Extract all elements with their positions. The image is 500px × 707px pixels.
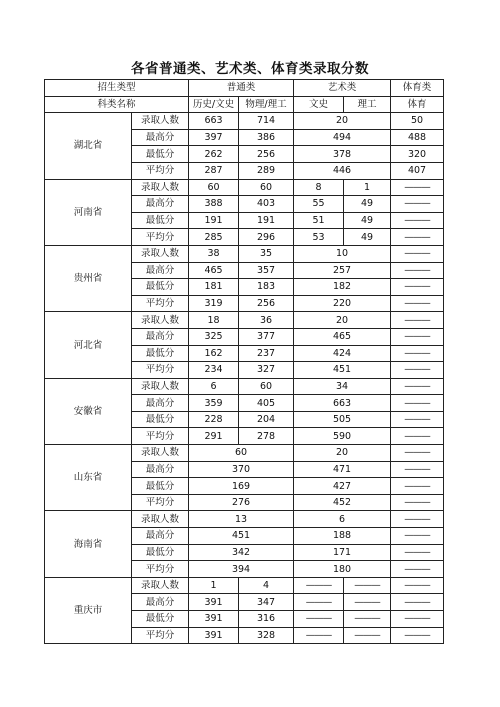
header-row-subject <box>45 96 444 113</box>
general-value: 394 <box>189 561 294 578</box>
general-history-value: 388 <box>189 196 239 213</box>
art-value: 20 <box>294 312 391 329</box>
general-value: 276 <box>189 494 294 511</box>
header-general: 普通类 <box>189 80 294 97</box>
art-liberal-value: 51 <box>294 212 344 229</box>
general-physics-value: 405 <box>239 395 294 412</box>
art-science-value: 49 <box>344 196 391 213</box>
art-science-value: ——— <box>344 627 391 644</box>
general-value: 60 <box>189 445 294 462</box>
general-physics-value: 278 <box>239 428 294 445</box>
pe-value: ——— <box>391 494 444 511</box>
pe-value: ——— <box>391 445 444 462</box>
pe-value: ——— <box>391 395 444 412</box>
general-history-value: 391 <box>189 627 239 644</box>
general-value: 13 <box>189 511 294 528</box>
stat-label: 最高分 <box>132 594 189 611</box>
art-value: 451 <box>294 362 391 379</box>
pe-value: ——— <box>391 378 444 395</box>
general-physics-value: 183 <box>239 279 294 296</box>
province-name: 河南省 <box>45 179 132 245</box>
general-physics-value: 403 <box>239 196 294 213</box>
general-history-value: 228 <box>189 411 239 428</box>
general-value: 370 <box>189 461 294 478</box>
pe-value: ——— <box>391 411 444 428</box>
pe-value: ——— <box>391 212 444 229</box>
art-liberal-value: 53 <box>294 229 344 246</box>
art-liberal-value: ——— <box>294 577 344 594</box>
stat-label: 录取人数 <box>132 577 189 594</box>
general-physics-value: 60 <box>239 179 294 196</box>
stat-label: 平均分 <box>132 295 189 312</box>
province-name: 重庆市 <box>45 577 132 643</box>
stat-label: 录取人数 <box>132 445 189 462</box>
art-value: 505 <box>294 411 391 428</box>
pe-value: ——— <box>391 196 444 213</box>
art-value: 471 <box>294 461 391 478</box>
art-value: 10 <box>294 245 391 262</box>
stat-label: 录取人数 <box>132 378 189 395</box>
art-liberal-value: 55 <box>294 196 344 213</box>
table-row <box>45 445 444 462</box>
art-value: 378 <box>294 146 391 163</box>
art-liberal-value: 8 <box>294 179 344 196</box>
art-value: 6 <box>294 511 391 528</box>
province-name: 湖北省 <box>45 113 132 179</box>
stat-label: 平均分 <box>132 229 189 246</box>
stat-label: 录取人数 <box>132 113 189 130</box>
general-physics-value: 714 <box>239 113 294 130</box>
table-row <box>45 511 444 528</box>
general-history-value: 262 <box>189 146 239 163</box>
header-art-science: 理工 <box>344 96 391 113</box>
art-science-value: ——— <box>344 611 391 628</box>
art-value: 34 <box>294 378 391 395</box>
header-history: 历史/文史 <box>189 96 239 113</box>
pe-value: ——— <box>391 345 444 362</box>
general-physics-value: 377 <box>239 328 294 345</box>
pe-value: ——— <box>391 461 444 478</box>
pe-value: 407 <box>391 162 444 179</box>
province-name: 贵州省 <box>45 245 132 311</box>
stat-label: 平均分 <box>132 494 189 511</box>
admission-score-table <box>44 79 444 644</box>
header-pe: 体育类 <box>391 80 444 97</box>
general-history-value: 1 <box>189 577 239 594</box>
art-value: 20 <box>294 113 391 130</box>
stat-label: 最高分 <box>132 129 189 146</box>
province-name: 河北省 <box>45 312 132 378</box>
art-value: 427 <box>294 478 391 495</box>
stat-label: 录取人数 <box>132 511 189 528</box>
art-value: 188 <box>294 528 391 545</box>
pe-value: ——— <box>391 328 444 345</box>
stat-label: 平均分 <box>132 162 189 179</box>
header-row-type <box>45 80 444 97</box>
province-name: 安徽省 <box>45 378 132 444</box>
general-physics-value: 256 <box>239 295 294 312</box>
general-physics-value: 289 <box>239 162 294 179</box>
general-physics-value: 60 <box>239 378 294 395</box>
art-liberal-value: ——— <box>294 594 344 611</box>
pe-value: ——— <box>391 627 444 644</box>
general-physics-value: 35 <box>239 245 294 262</box>
header-physics: 物理/理工 <box>239 96 294 113</box>
general-value: 342 <box>189 544 294 561</box>
general-history-value: 6 <box>189 378 239 395</box>
pe-value: ——— <box>391 478 444 495</box>
art-liberal-value: ——— <box>294 627 344 644</box>
table-row <box>45 312 444 329</box>
general-physics-value: 4 <box>239 577 294 594</box>
pe-value: ——— <box>391 279 444 296</box>
general-history-value: 287 <box>189 162 239 179</box>
stat-label: 最低分 <box>132 478 189 495</box>
art-value: 180 <box>294 561 391 578</box>
pe-value: ——— <box>391 577 444 594</box>
pe-value: ——— <box>391 295 444 312</box>
stat-label: 平均分 <box>132 627 189 644</box>
pe-value: ——— <box>391 528 444 545</box>
general-history-value: 60 <box>189 179 239 196</box>
page-title: 各省普通类、艺术类、体育类录取分数 <box>131 61 369 77</box>
general-history-value: 397 <box>189 129 239 146</box>
general-physics-value: 347 <box>239 594 294 611</box>
general-value: 451 <box>189 528 294 545</box>
stat-label: 最高分 <box>132 395 189 412</box>
stat-label: 录取人数 <box>132 312 189 329</box>
art-value: 220 <box>294 295 391 312</box>
header-admission-type: 招生类型 <box>45 80 189 97</box>
stat-label: 最低分 <box>132 411 189 428</box>
pe-value: ——— <box>391 362 444 379</box>
art-liberal-value: ——— <box>294 611 344 628</box>
general-history-value: 391 <box>189 594 239 611</box>
pe-value: ——— <box>391 428 444 445</box>
general-history-value: 162 <box>189 345 239 362</box>
general-history-value: 391 <box>189 611 239 628</box>
general-physics-value: 328 <box>239 627 294 644</box>
general-physics-value: 191 <box>239 212 294 229</box>
stat-label: 最低分 <box>132 279 189 296</box>
art-value: 424 <box>294 345 391 362</box>
general-history-value: 234 <box>189 362 239 379</box>
art-science-value: 49 <box>344 229 391 246</box>
general-physics-value: 386 <box>239 129 294 146</box>
general-history-value: 465 <box>189 262 239 279</box>
art-value: 20 <box>294 445 391 462</box>
art-value: 171 <box>294 544 391 561</box>
general-history-value: 18 <box>189 312 239 329</box>
general-history-value: 285 <box>189 229 239 246</box>
table-row <box>45 245 444 262</box>
general-physics-value: 327 <box>239 362 294 379</box>
pe-value: ——— <box>391 229 444 246</box>
table-row <box>45 113 444 130</box>
stat-label: 最高分 <box>132 461 189 478</box>
table-row <box>45 577 444 594</box>
table-row <box>45 378 444 395</box>
art-value: 465 <box>294 328 391 345</box>
pe-value: ——— <box>391 511 444 528</box>
pe-value: ——— <box>391 544 444 561</box>
header-art: 艺术类 <box>294 80 391 97</box>
art-value: 452 <box>294 494 391 511</box>
general-history-value: 291 <box>189 428 239 445</box>
art-value: 182 <box>294 279 391 296</box>
art-value: 257 <box>294 262 391 279</box>
art-value: 663 <box>294 395 391 412</box>
general-physics-value: 237 <box>239 345 294 362</box>
header-pe-sub: 体育 <box>391 96 444 113</box>
art-value: 590 <box>294 428 391 445</box>
stat-label: 最高分 <box>132 262 189 279</box>
stat-label: 平均分 <box>132 428 189 445</box>
general-history-value: 191 <box>189 212 239 229</box>
pe-value: 488 <box>391 129 444 146</box>
general-physics-value: 316 <box>239 611 294 628</box>
art-science-value: 1 <box>344 179 391 196</box>
art-value: 494 <box>294 129 391 146</box>
general-history-value: 319 <box>189 295 239 312</box>
general-history-value: 38 <box>189 245 239 262</box>
table-row <box>45 179 444 196</box>
general-physics-value: 357 <box>239 262 294 279</box>
stat-label: 最低分 <box>132 212 189 229</box>
pe-value: ——— <box>391 594 444 611</box>
province-name: 山东省 <box>45 445 132 511</box>
general-history-value: 359 <box>189 395 239 412</box>
stat-label: 最低分 <box>132 146 189 163</box>
art-value: 446 <box>294 162 391 179</box>
general-value: 169 <box>189 478 294 495</box>
pe-value: 50 <box>391 113 444 130</box>
stat-label: 录取人数 <box>132 179 189 196</box>
stat-label: 最低分 <box>132 611 189 628</box>
stat-label: 平均分 <box>132 362 189 379</box>
general-physics-value: 36 <box>239 312 294 329</box>
art-science-value: ——— <box>344 594 391 611</box>
header-subject-name: 科类名称 <box>45 96 189 113</box>
header-art-liberal: 文史 <box>294 96 344 113</box>
stat-label: 最高分 <box>132 196 189 213</box>
stat-label: 最高分 <box>132 528 189 545</box>
pe-value: ——— <box>391 611 444 628</box>
stat-label: 最低分 <box>132 544 189 561</box>
general-history-value: 181 <box>189 279 239 296</box>
stat-label: 最高分 <box>132 328 189 345</box>
pe-value: ——— <box>391 312 444 329</box>
pe-value: ——— <box>391 179 444 196</box>
general-physics-value: 256 <box>239 146 294 163</box>
pe-value: ——— <box>391 262 444 279</box>
pe-value: ——— <box>391 245 444 262</box>
art-science-value: ——— <box>344 577 391 594</box>
stat-label: 平均分 <box>132 561 189 578</box>
pe-value: 320 <box>391 146 444 163</box>
province-name: 海南省 <box>45 511 132 577</box>
pe-value: ——— <box>391 561 444 578</box>
stat-label: 最低分 <box>132 345 189 362</box>
general-history-value: 325 <box>189 328 239 345</box>
general-physics-value: 204 <box>239 411 294 428</box>
general-history-value: 663 <box>189 113 239 130</box>
general-physics-value: 296 <box>239 229 294 246</box>
stat-label: 录取人数 <box>132 245 189 262</box>
art-science-value: 49 <box>344 212 391 229</box>
